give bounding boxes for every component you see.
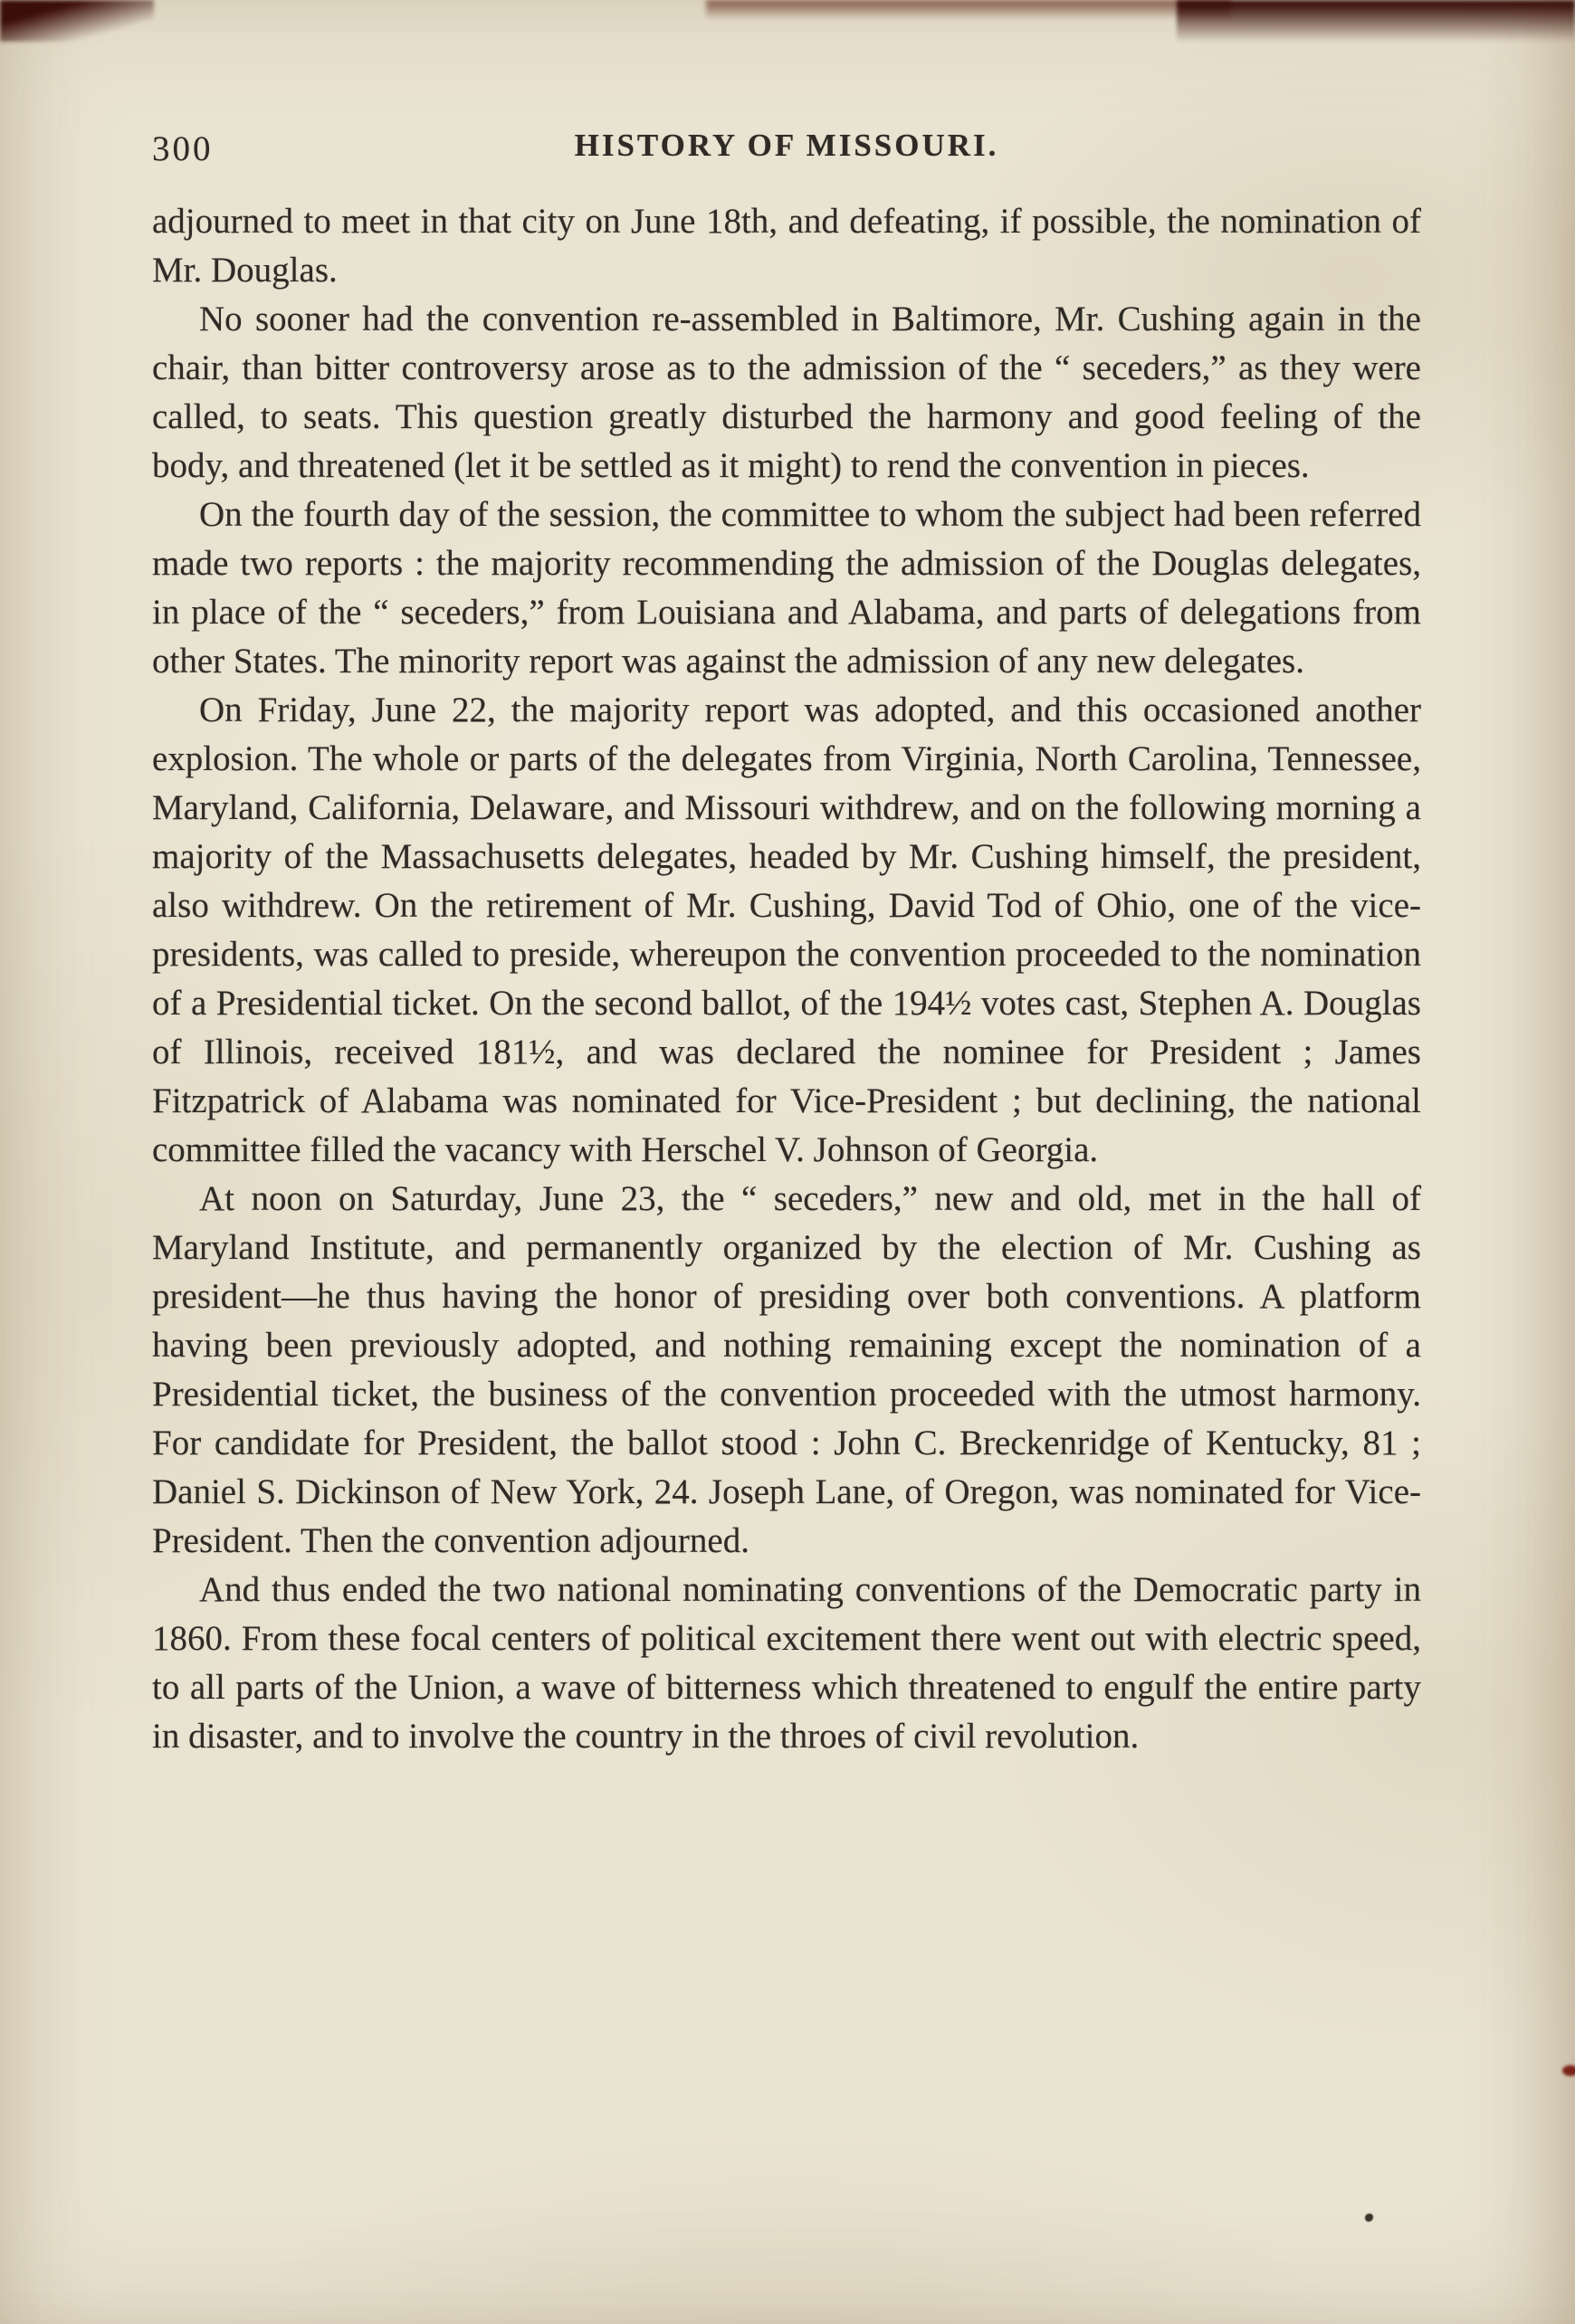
text-block — [152, 125, 1421, 1761]
paragraph: On the fourth day of the session, the committee to whom the subject had been referred made two reports : the majority recommending the admission of the Douglas delegates, in place of the “ seceders,” from Louisiana and Alabama, and parts of delegations from other States. The minority report was against the admission of any new delegates. — [152, 495, 1421, 681]
paragraph: And thus ended the two national nominating conventions of the Democratic party in 1860. From these focal centers of political excitement there went out with electric speed, to all parts of the Union, a wave of bitterness which threatened to engulf the entire party in disaster, and to involve the country in the throes of civil revolution. — [152, 1570, 1421, 1756]
paragraph: At noon on Saturday, June 23, the “ seceders,” new and old, met in the hall of Maryland Institute, and permanently organized by the election of Mr. Cushing as president—he thus having the honor of presiding over both conventions. A platform having been previously adopted, and nothing remaining except the nomination of a Presidential ticket, the business of the convention proceeded with the utmost harmony. For candidate for President, the ballot stood : John C. Breckenridge of Kentucky, 81 ; Daniel S. Dickinson of New York, 24. Joseph Lane, of Oregon, was nominated for Vice-President. Then the convention adjourned. — [152, 1179, 1421, 1560]
page-header-row — [152, 125, 1421, 167]
scan-edge-top-middle — [706, 0, 1231, 24]
running-head: HISTORY OF MISSOURI. — [574, 128, 999, 163]
ink-speck — [1365, 2214, 1373, 2222]
scan-edge-mark-right — [1562, 2065, 1575, 2076]
scan-edge-top-left — [0, 0, 154, 42]
paragraph: On Friday, June 22, the majority report was adopted, and this occasioned another explosion. The whole or parts of the delegates from Virginia, North Carolina, Tennessee, Maryland, California, Delaware, and Missouri withdrew, and on the following morning a majority of the Massachusetts delegates, headed by Mr. Cushing himself, the president, also withdrew. On the retirement of Mr. Cushing, David Tod of Ohio, one of the vice-presidents, was called to preside, whereupon the convention proceeded to the nomination of a Presidential ticket. On the second ballot, of the 194½ votes cast, Stephen A. Douglas of Illinois, received 181½, and was declared the nominee for President ; James Fitzpatrick of Alabama was nominated for Vice-President ; but declining, the national committee filled the vacancy with Herschel V. Johnson of Georgia. — [152, 691, 1421, 1169]
paragraph: No sooner had the convention re-assembled in Baltimore, Mr. Cushing again in the chair, than bitter controversy arose as to the admission of the “ seceders,” as they were called, to seats. This question greatly disturbed the harmony and good feeling of the body, and threatened (let it be settled as it might) to rend the convention in pieces. — [152, 300, 1421, 485]
scan-edge-top-right — [1177, 0, 1575, 47]
paragraph: adjourned to meet in that city on June 18th, and defeating, if possible, the nomination of Mr. Douglas. — [152, 202, 1421, 290]
page-number: 300 — [152, 129, 214, 168]
